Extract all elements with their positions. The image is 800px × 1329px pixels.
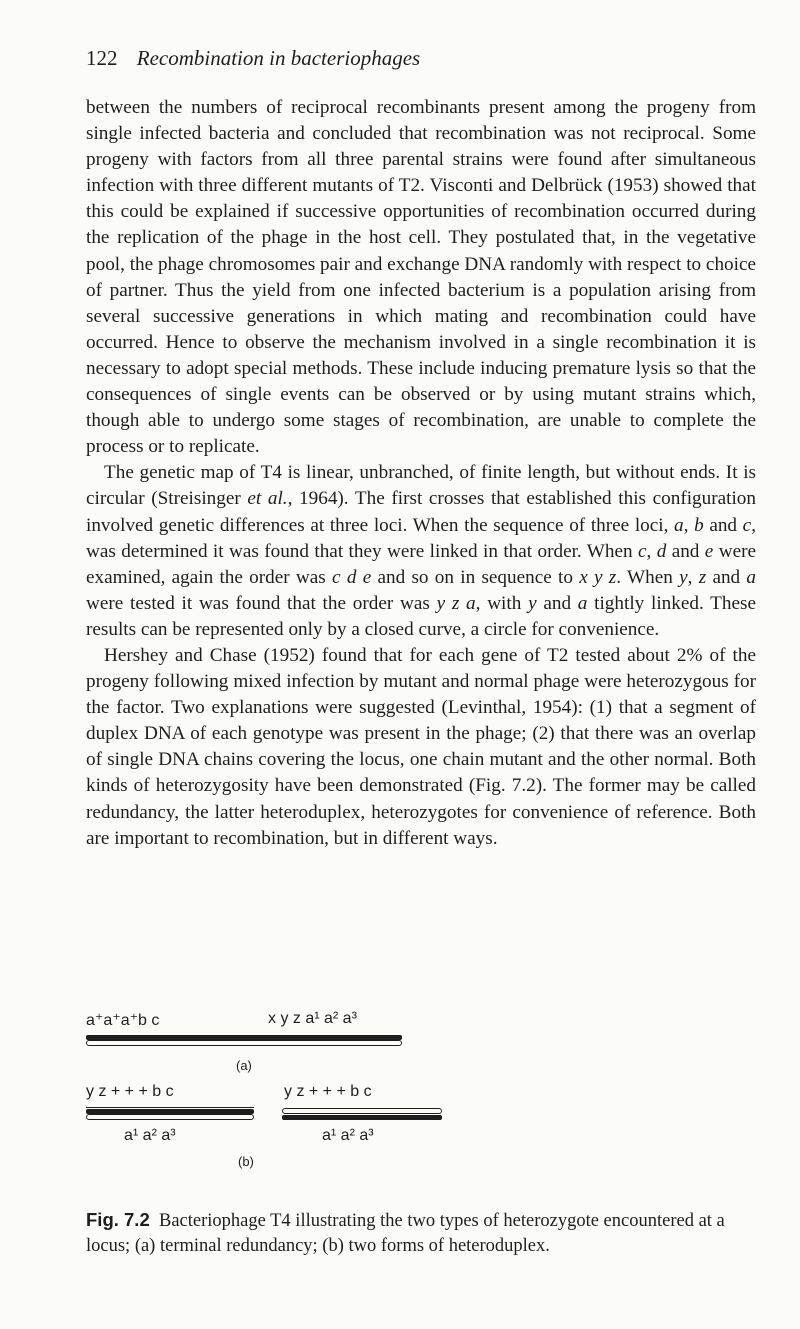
fig-a-left-label: a⁺a⁺a⁺b c <box>86 1012 160 1029</box>
fig-label-a: (a) <box>236 1058 252 1073</box>
paragraph-2: The genetic map of T4 is linear, unbranched, of finite length, but without ends. It is circular (Streisinger et al., 1964). The first crosses that established this configuration involved genetic differences at three loci. When the sequence of three loci, a, b and c, was determined it was found that they were linked in that order. When c, d and e were examined, again the order was c d e and so on in sequence to x y z. When y, z and a were tested it was found that the order was y z a, with y and a tightly linked. These results can be represented only by a closed curve, a circle for convenience. <box>86 462 757 640</box>
paragraph-3: Hershey and Chase (1952) found that for each gene of T2 tested about 2% of the progeny following mixed infection by mutant and normal phage were heterozygous for the factor. Two explanations were suggested (Levinthal, 1954): (1) that a segment of duplex DNA of each genotype was present in the phage; (2) that there was an overlap of single DNA chains covering the locus, one chain mutant and the other normal. Both kinds of heterozygosity have been demonstrated (Fig. 7.2). The former may be called redundancy, the latter heteroduplex, heterozygotes for convenience of reference. Both are important to recombination, but in different ways. <box>86 644 756 849</box>
body-text <box>86 95 756 852</box>
fig-b1-upper-line <box>86 1107 254 1108</box>
fig-b1-bottom-label: a¹ a² a³ <box>124 1127 176 1144</box>
fig-label-b: (b) <box>238 1154 254 1169</box>
fig-a-right-label: x y z a¹ a² a³ <box>268 1010 357 1027</box>
figure-7-2 <box>86 990 756 1190</box>
fig-a-strand-bottom <box>86 1040 402 1046</box>
running-title: Recombination in bacteriophages <box>136 46 421 70</box>
fig-b1-strand-bottom <box>86 1114 254 1120</box>
fig-b1-top-label: y z + + + b c <box>86 1083 174 1100</box>
fig-b2-bottom-label: a¹ a² a³ <box>322 1127 374 1144</box>
caption-label: Fig. 7.2 <box>86 1209 150 1230</box>
fig-b2-top-label: y z + + + b c <box>284 1083 372 1100</box>
page-number: 122 <box>86 46 118 70</box>
caption-text: Bacteriophage T4 illustrating the two types of heterozygote encountered at a locus; (a) terminal redundancy; (b) two forms of heteroduplex. <box>86 1211 725 1256</box>
paragraph-1: between the numbers of reciprocal recombinants present among the progeny from single infected bacteria and concluded that recombination was not reciprocal. Some progeny with factors from all three parental strains were found after simultaneous infection with three different mutants of T2. Visconti and Delbrück (1953) showed that this could be explained if successive opportunities of recombination occurred during the replication of the phage in the host cell. They postulated that, in the vegetative pool, the phage chromosomes pair and exchange DNA randomly with respect to choice of partner. Thus the yield from one infected bacterium is a population arising from several successive generations in which mating and recombination could have occurred. Hence to observe the mechanism involved in a single recombination it is necessary to adopt special methods. These include inducing premature lysis so that the consequences of single events can be observed or by using mutant strains which, though able to undergo some stages of recombination, are unable to complete the process or to replicate. <box>86 97 756 458</box>
running-header <box>86 46 420 71</box>
figure-caption <box>86 1207 756 1259</box>
fig-b2-strand-top <box>282 1108 442 1114</box>
fig-b2-strand-bottom <box>282 1115 442 1120</box>
